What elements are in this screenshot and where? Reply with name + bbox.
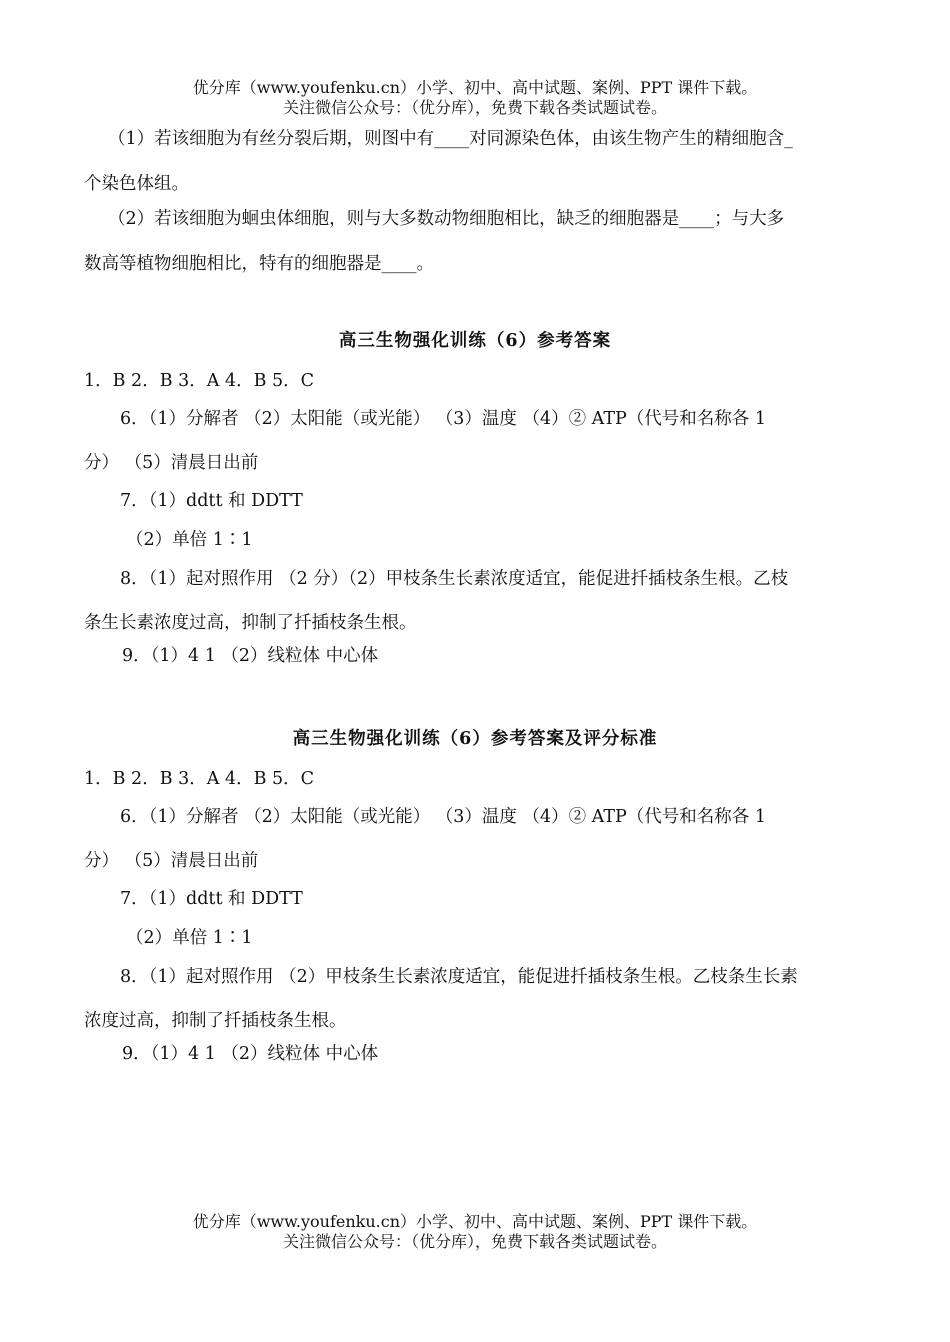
answer-1-q8-line-2: 条生长素浓度过高，抑制了扦插枝条生根。 bbox=[84, 613, 417, 633]
answer-title-1: 高三生物强化训练（6）参考答案 bbox=[338, 331, 612, 351]
answer-1-q7-line-1: 7．（1）ddtt 和 DDTT bbox=[120, 491, 303, 511]
header-line-1: 优分库（www.youfenku.cn）小学、初中、高中试题、案例、PPT 课件下载。 bbox=[192, 78, 758, 97]
question-2-line-1: （2）若该细胞为蛔虫体细胞，则与大多数动物细胞相比，缺乏的细胞器是____；与大多 bbox=[108, 209, 785, 229]
answer-title-2: 高三生物强化训练（6）参考答案及评分标准 bbox=[292, 729, 658, 749]
answer-1-q6-line-2: 分） （5）清晨日出前 bbox=[84, 453, 259, 473]
question-1-line-1: （1）若该细胞为有丝分裂后期，则图中有____对同源染色体，由该生物产生的精细胞含_ bbox=[108, 129, 793, 149]
header-line-2: 关注微信公众号：（优分库），免费下载各类试题试卷。 bbox=[282, 98, 667, 117]
answer-2-q7-line-1: 7．（1）ddtt 和 DDTT bbox=[120, 889, 303, 909]
answer-1-q8-line-1: 8．（1）起对照作用 （2 分）（2）甲枝条生长素浓度适宜，能促进扦插枝条生根。乙枝 bbox=[120, 569, 789, 589]
answer-2-choices: 1．B 2．B 3．A 4．B 5．C bbox=[84, 769, 315, 789]
answer-2-q6-line-1: 6．（1）分解者 （2）太阳能（或光能） （3）温度 （4）② ATP（代号和名称各 1 bbox=[120, 807, 766, 827]
answer-2-q8-line-1: 8．（1）起对照作用 （2）甲枝条生长素浓度适宜，能促进扦插枝条生根。乙枝条生长素 bbox=[120, 967, 798, 987]
question-1-line-2: 个染色体组。 bbox=[84, 174, 189, 194]
answer-1-q9: 9．（1）4 1 （2）线粒体 中心体 bbox=[122, 646, 379, 666]
answer-2-q9: 9．（1）4 1 （2）线粒体 中心体 bbox=[122, 1044, 379, 1064]
footer-line-2: 关注微信公众号：（优分库），免费下载各类试题试卷。 bbox=[282, 1232, 667, 1251]
answer-1-choices: 1．B 2．B 3．A 4．B 5．C bbox=[84, 371, 315, 391]
answer-1-q6-line-1: 6．（1）分解者 （2）太阳能（或光能） （3）温度 （4）② ATP（代号和名称各 1 bbox=[120, 409, 766, 429]
question-2-line-2: 数高等植物细胞相比，特有的细胞器是____。 bbox=[84, 254, 434, 274]
answer-1-q7-line-2: （2）单倍 1∶1 bbox=[126, 530, 253, 550]
answer-2-q8-line-2: 浓度过高，抑制了扦插枝条生根。 bbox=[84, 1011, 347, 1031]
answer-2-q7-line-2: （2）单倍 1∶1 bbox=[126, 928, 253, 948]
footer-line-1: 优分库（www.youfenku.cn）小学、初中、高中试题、案例、PPT 课件下载。 bbox=[192, 1212, 758, 1231]
answer-2-q6-line-2: 分） （5）清晨日出前 bbox=[84, 851, 259, 871]
